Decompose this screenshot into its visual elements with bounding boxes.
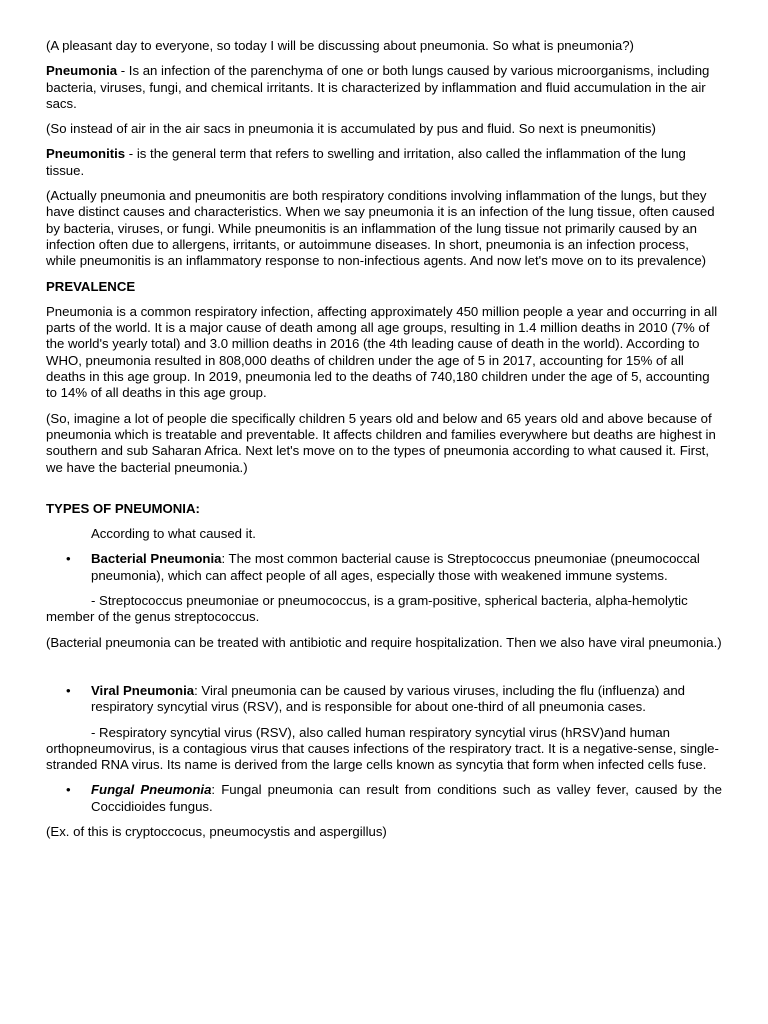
fungal-text: : Fungal pneumonia can result from conditions such as valley fever, caused by the Coccidioides fungus. — [91, 782, 722, 814]
bacterial-text: : The most common bacterial cause is Streptococcus pneumoniae (pneumococcal pneumonia), which can affect people of all ages, especially those with weakened immune systems. — [91, 551, 700, 583]
rsv-detail-paragraph: - Respiratory syncytial virus (RSV), also called human respiratory syncytial virus (hRSV)and human orthopneumovirus, is a contagious virus that causes infections of the respiratory tract. It is a negative-sense, single-stranded RNA virus. Its name is derived from the large cells known as syncytia that form when infected cells fuse. — [46, 724, 719, 773]
intro-paragraph: (A pleasant day to everyone, so today I will be discussing about pneumonia. So what is pneumonia?) — [46, 38, 634, 53]
pneumonia-definition-text: - Is an infection of the parenchyma of one or both lungs caused by various microorganisms, including bacteria, viruses, fungi, and chemical irritants. It is characterized by inflammation and fluid accumulation in the air sacs. — [46, 63, 710, 111]
pneumonitis-definition — [46, 146, 722, 179]
prevalence-heading: PREVALENCE — [46, 278, 136, 294]
bacterial-note-paragraph: (Bacterial pneumonia can be treated with antibiotic and require hospitalization. Then we also have viral pneumonia.) — [46, 634, 722, 650]
document-body — [46, 38, 722, 849]
pneumonia-definition — [46, 63, 722, 112]
pus-note-paragraph: (So instead of air in the air sacs in pneumonia it is accumulated by pus and fluid. So next is pneumonitis) — [46, 121, 656, 137]
viral-text: : Viral pneumonia can be caused by various viruses, including the flu (influenza) and respiratory syncytial virus (RSV), and is responsible for about one-third of all pneumonia cases. — [91, 682, 686, 715]
bullet-icon: • — [66, 551, 71, 567]
fungal-note-paragraph: (Ex. of this is cryptoccocus, pneumocystis and aspergillus) — [46, 823, 387, 839]
fungal-term: Fungal Pneumonia — [91, 782, 212, 798]
types-subheading: According to what caused it. — [91, 526, 256, 542]
bullet-icon: • — [66, 782, 71, 798]
bacterial-term: Bacterial Pneumonia — [91, 551, 222, 567]
pneumonitis-definition-text: - is the general term that refers to swelling and irritation, also called the inflammation of the lung tissue. — [46, 146, 686, 178]
strep-detail-paragraph: - Streptococcus pneumoniae or pneumococcus, is a gram-positive, spherical bacteria, alpha-hemolytic member of the genus streptococcus. — [46, 593, 688, 625]
comparison-paragraph: (Actually pneumonia and pneumonitis are both respiratory conditions involving inflammation of the lungs, but they have distinct causes and characteristics. When we say pneumonia it is an infection of the lung tissue, often caused by bacteria, viruses, or fungi. While pneumonitis is an inflammation of the lung tissue not primarily caused by an infection often due to allergens, irritants, or autoimmune diseases. In short, pneumonia is an infection process, while pneumonitis is an inflammatory response to non-infectious agents. And now let's move on to its prevalence) — [46, 188, 715, 269]
list-item-bacterial — [46, 551, 722, 584]
list-item-viral — [46, 683, 722, 716]
bullet-icon: • — [66, 682, 71, 698]
types-heading: TYPES OF PNEUMONIA: — [46, 500, 200, 516]
list-item-fungal — [46, 782, 722, 815]
viral-term: Viral Pneumonia — [91, 682, 195, 698]
pneumonia-term: Pneumonia — [46, 63, 118, 79]
prevalence-paragraph: Pneumonia is a common respiratory infection, affecting approximately 450 million people a year and occurring in all parts of the world. It is a major cause of death among all age groups, resulting in 1.4 million deaths in 2010 (7% of the world's yearly total) and 3.0 million deaths in 2016 (the 4th leading cause of death in the world). According to WHO, pneumonia resulted in 808,000 deaths of children under the age of 5 in 2017, accounting for 15% of all deaths in this age group. In 2019, pneumonia led to the deaths of 740,180 children under the age of 5, accounting to 14% of all deaths in this age group. — [46, 303, 718, 401]
prevalence-note-paragraph: (So, imagine a lot of people die specifically children 5 years old and below and 65 years old and above because of pneumonia which is treatable and preventable. It affects children and families everywhere but deaths are highest in southern and sub Saharan Africa. Next let's move on to the types of pneumonia according to what caused it. First, we have the bacterial pneumonia.) — [46, 410, 716, 475]
pneumonitis-term: Pneumonitis — [46, 146, 126, 162]
